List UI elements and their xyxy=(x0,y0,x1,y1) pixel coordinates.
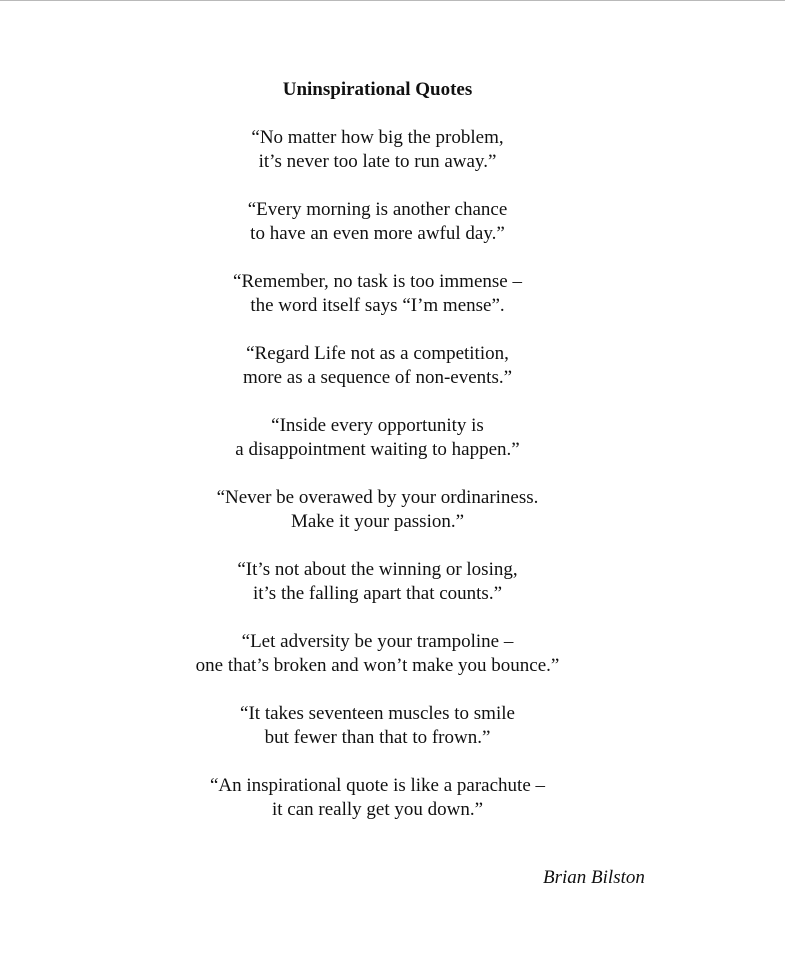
quote-line: it’s the falling apart that counts.” xyxy=(252,583,503,604)
quote-line: “An inspirational quote is like a parachute – xyxy=(209,775,546,796)
quote-line: to have an even more awful day.” xyxy=(250,223,505,244)
quote-line: “Regard Life not as a competition, xyxy=(246,343,509,364)
quote-line: Make it your passion.” xyxy=(290,511,465,532)
quote-line: one that’s broken and won’t make you bounce.” xyxy=(195,655,560,676)
quote-stanza xyxy=(0,342,755,390)
quote-line: “Remember, no task is too immense – xyxy=(233,271,522,292)
quote-line: it’s never too late to run away.” xyxy=(258,151,497,172)
quote-line: “It’s not about the winning or losing, xyxy=(237,559,518,580)
quote-line: “Let adversity be your trampoline – xyxy=(241,631,514,652)
quote-line: “No matter how big the problem, xyxy=(251,127,504,148)
quote-line: “Never be overawed by your ordinariness. xyxy=(216,487,539,508)
quote-stanza xyxy=(0,486,755,534)
poem-title: Uninspirational Quotes xyxy=(282,79,473,100)
author-signature: Brian Bilston xyxy=(543,867,645,888)
quote-stanza xyxy=(0,198,755,246)
quote-line: “Inside every opportunity is xyxy=(271,415,484,436)
quote-line: a disappointment waiting to happen.” xyxy=(235,439,520,460)
quote-stanza xyxy=(0,414,755,462)
quote-line: “Every morning is another chance xyxy=(247,199,508,220)
top-divider xyxy=(0,0,785,1)
quote-list xyxy=(0,126,755,846)
quote-stanza xyxy=(0,630,755,678)
quote-stanza xyxy=(0,774,755,822)
quote-line: but fewer than that to frown.” xyxy=(264,727,491,748)
quote-line: the word itself says “I’m mense”. xyxy=(250,295,505,316)
quote-line: it can really get you down.” xyxy=(271,799,484,820)
quote-stanza xyxy=(0,702,755,750)
quote-stanza xyxy=(0,270,755,318)
quote-stanza xyxy=(0,126,755,174)
quote-line: more as a sequence of non-events.” xyxy=(242,367,513,388)
quote-stanza xyxy=(0,558,755,606)
quote-line: “It takes seventeen muscles to smile xyxy=(240,703,515,724)
